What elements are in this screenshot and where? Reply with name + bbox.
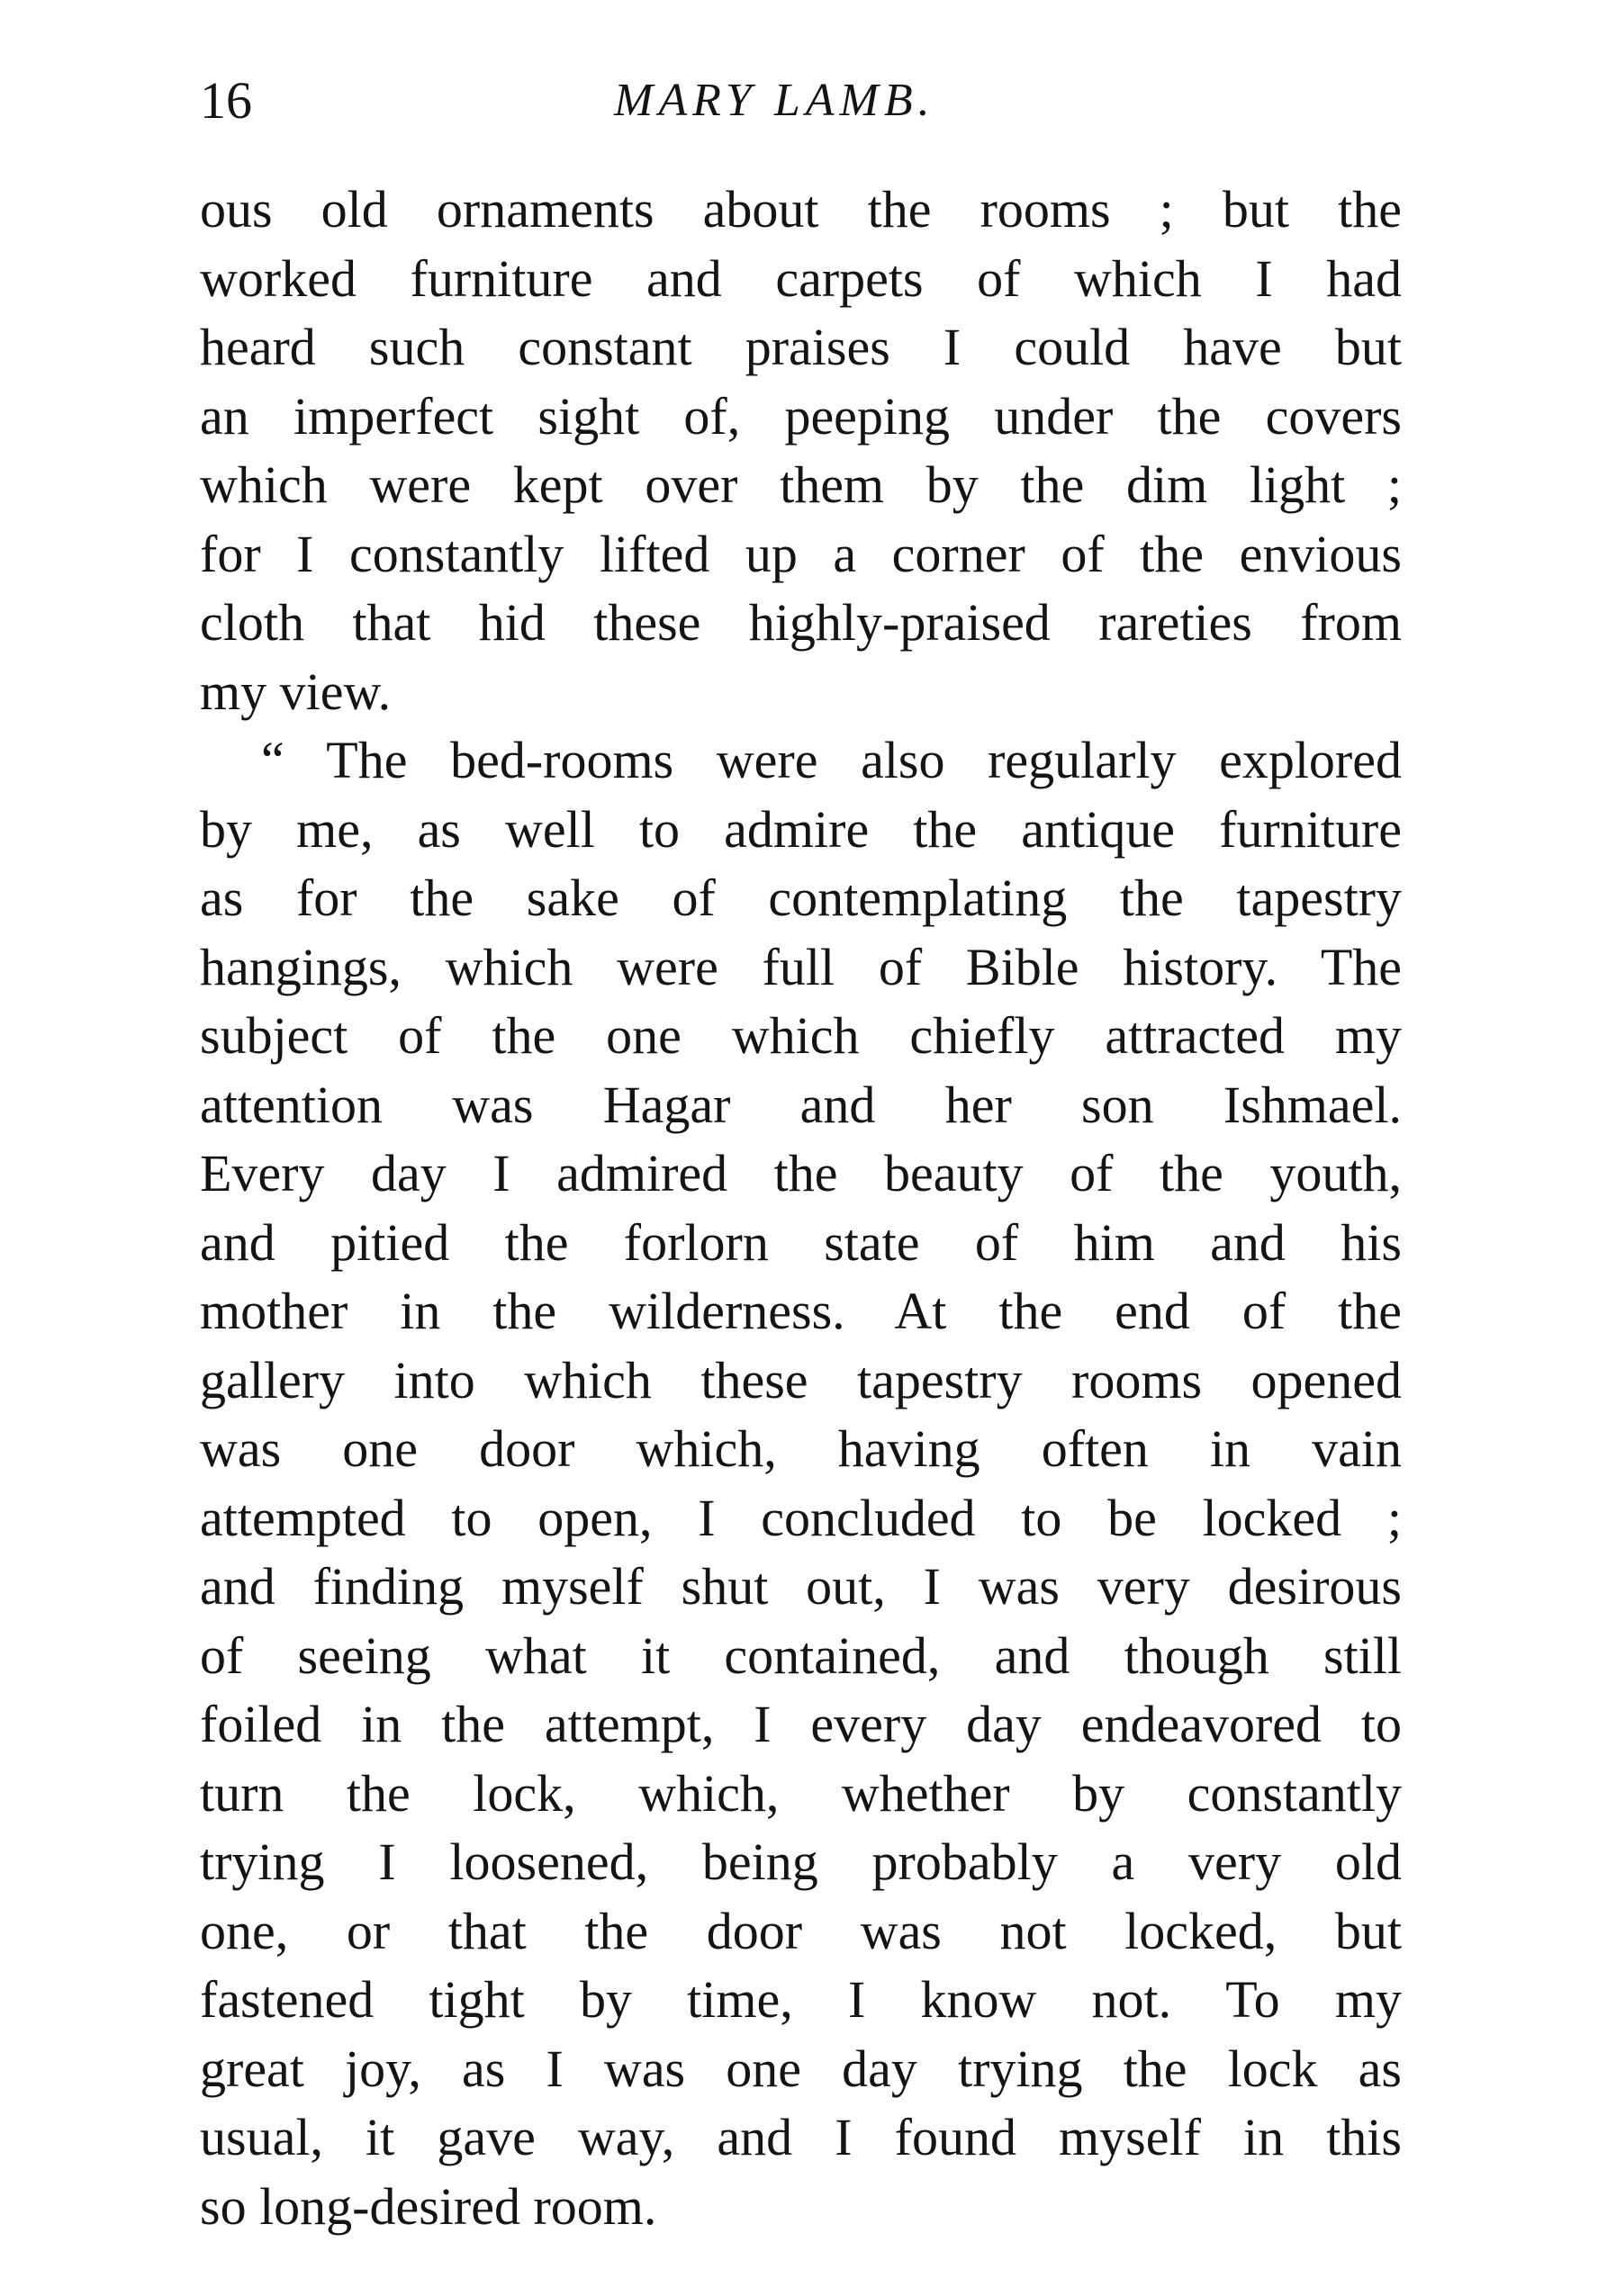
text-line: and pitied the forlorn state of him and his: [200, 1212, 1402, 1272]
text-line: one, or that the door was not locked, but: [200, 1901, 1402, 1960]
text-line: hangings, which were full of Bible history. The: [200, 937, 1402, 996]
text-line: mother in the wilderness. At the end of the: [200, 1282, 1402, 1340]
text-line: usual, it gave way, and I found myself in this: [200, 2108, 1402, 2166]
text-line: cloth that hid these highly-praised rareties from: [200, 593, 1402, 652]
paragraph-continued: [200, 176, 1402, 726]
text-line: as for the sake of contemplating the tapestry: [200, 869, 1402, 927]
text-line: foiled in the attempt, I every day endeavored to: [200, 1695, 1402, 1753]
text-line: attempted to open, I concluded to be locked ;: [200, 1488, 1402, 1547]
text-line: “ The bed-rooms were also regularly explored: [261, 731, 1402, 789]
text-line: fastened tight by time, I know not. To my: [200, 1970, 1402, 2029]
paragraph-quotation: [200, 726, 1402, 2241]
text-line: heard such constant praises I could have but: [200, 318, 1402, 376]
text-line: so long-desired room.: [200, 2176, 657, 2236]
text-line: gallery into which these tapestry rooms opened: [200, 1350, 1402, 1409]
text-line: Every day I admired the beauty of the youth,: [200, 1144, 1402, 1202]
page-number: 16: [200, 71, 252, 130]
text-line: attention was Hagar and her son Ishmael.: [200, 1075, 1402, 1134]
running-head: [200, 65, 1415, 137]
text-line: and finding myself shut out, I was very desirous: [200, 1557, 1402, 1616]
text-line: my view.: [200, 662, 392, 721]
running-title: MARY LAMB.: [614, 75, 935, 126]
text-line: subject of the one which chiefly attracted my: [200, 1006, 1402, 1065]
body-text: [200, 176, 1402, 2241]
text-line: by me, as well to admire the antique furniture: [200, 799, 1402, 859]
text-line: was one door which, having often in vain: [200, 1419, 1402, 1478]
text-line: trying I loosened, being probably a very old: [200, 1832, 1402, 1891]
text-line: worked furniture and carpets of which I had: [200, 248, 1402, 308]
text-line: for I constantly lifted up a corner of the envious: [200, 524, 1402, 583]
text-line: turn the lock, which, whether by constantly: [200, 1763, 1402, 1823]
text-line: an imperfect sight of, peeping under the covers: [200, 386, 1402, 446]
text-line: great joy, as I was one day trying the lock as: [200, 2039, 1402, 2098]
text-line: ous old ornaments about the rooms ; but the: [200, 180, 1402, 239]
text-line: which were kept over them by the dim light ;: [200, 455, 1402, 514]
text-line: of seeing what it contained, and though still: [200, 1625, 1402, 1685]
